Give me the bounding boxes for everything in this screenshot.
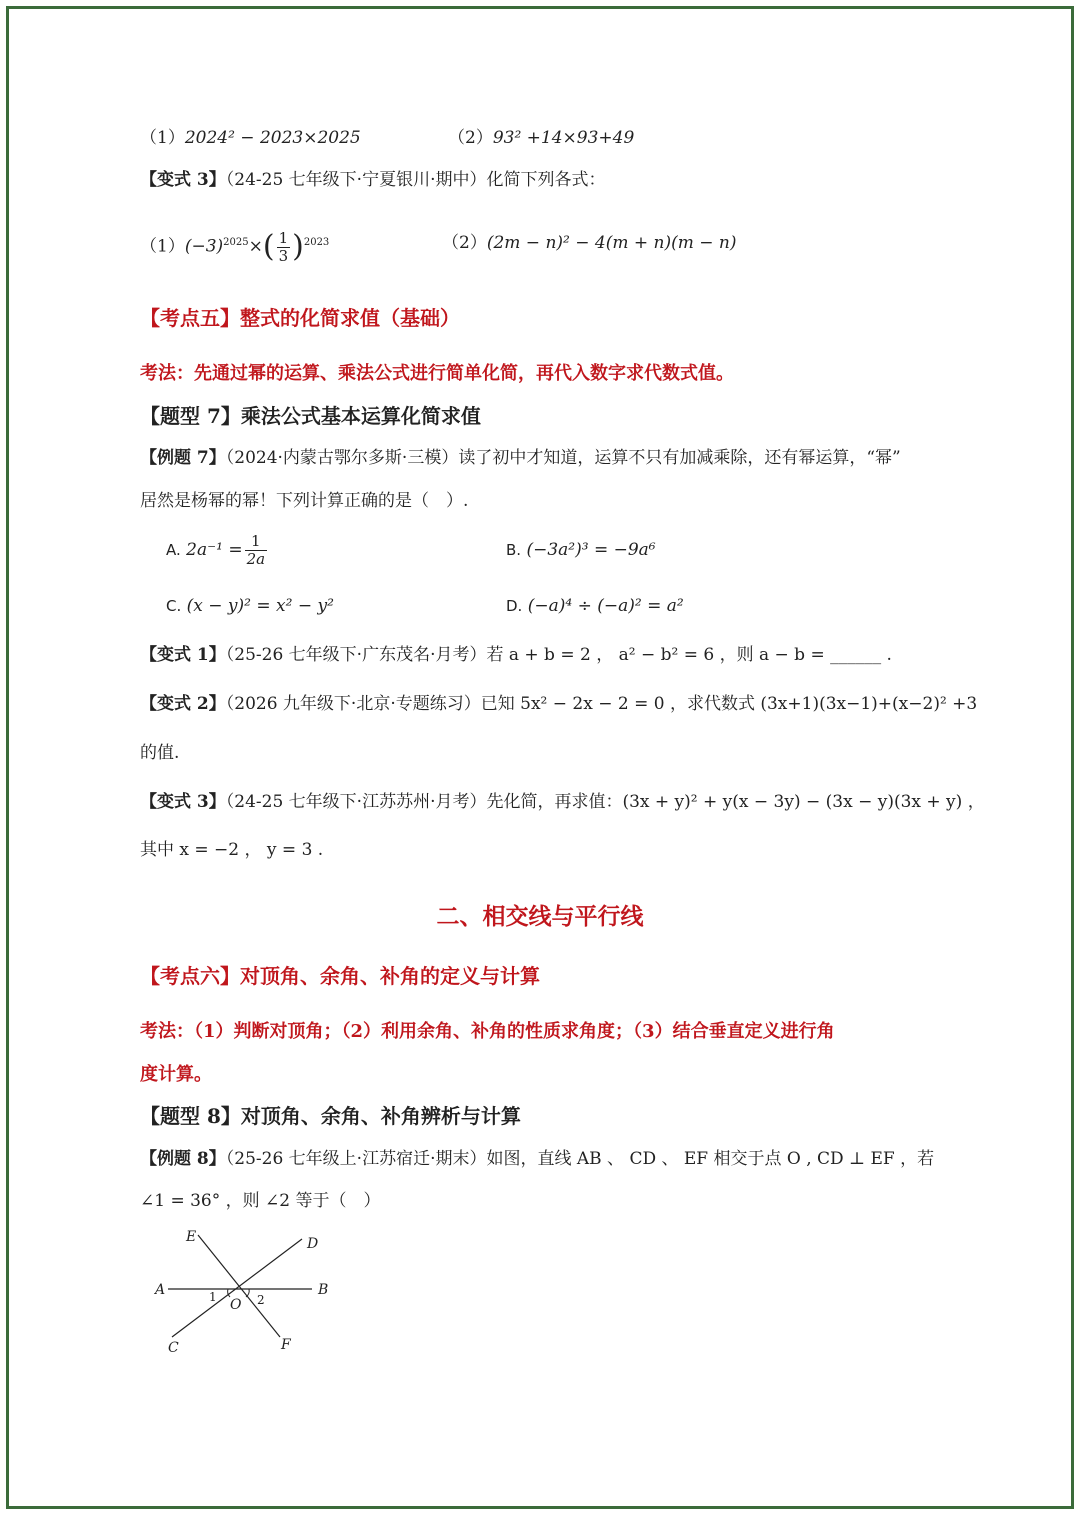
question-source: （2026 九年级下·北京·专题练习） bbox=[225, 694, 481, 714]
bianshi1 bbox=[140, 643, 892, 667]
question-tag: 【变式 3】 bbox=[140, 792, 226, 812]
bianshi3-b bbox=[140, 790, 985, 814]
bianshi2 bbox=[140, 692, 977, 716]
line-cd bbox=[172, 1239, 302, 1337]
question-text: （2024·内蒙古鄂尔多斯·三模）读了初中才知道，运算不只有加减乘除，还有幂运算，“幂” bbox=[225, 448, 901, 468]
math-expression: (x − y)² = x² − y² bbox=[186, 596, 334, 616]
question-tag: 【变式 3】 bbox=[140, 170, 226, 190]
line-ef bbox=[198, 1235, 280, 1337]
kaodian6-title: 【考点六】对顶角、余角、补角的定义与计算 bbox=[140, 964, 540, 988]
math-expression: 2024² − 2023×2025 bbox=[184, 128, 361, 148]
tixing7-title: 【题型 7】乘法公式基本运算化简求值 bbox=[140, 404, 481, 428]
kaodian5-method: 考法：先通过幂的运算、乘法公式进行简单化简，再代入数字求代数式值。 bbox=[140, 363, 734, 384]
label-o: O bbox=[230, 1297, 242, 1313]
label-angle-2: 2 bbox=[257, 1293, 265, 1307]
question-tag: 【例题 7】 bbox=[140, 448, 226, 468]
bianshi2-line2: 的值. bbox=[140, 743, 180, 763]
item-label: （2） bbox=[448, 128, 493, 148]
prev-question-row bbox=[140, 126, 635, 150]
option-label: B. bbox=[506, 541, 522, 559]
math-base: (−3) bbox=[184, 236, 224, 257]
option-label: D. bbox=[506, 597, 523, 615]
label-c: C bbox=[168, 1340, 179, 1356]
math-operator: × bbox=[248, 236, 263, 257]
tixing8-title: 【题型 8】对顶角、余角、补角辨析与计算 bbox=[140, 1104, 521, 1128]
kaodian6-method1: 考法：（1）判断对顶角；（2）利用余角、补角的性质求角度；（3）结合垂直定义进行角 bbox=[140, 1021, 835, 1042]
math-expression: (2m − n)² − 4(m + n)(m − n) bbox=[486, 233, 737, 253]
liti8-line1 bbox=[140, 1147, 934, 1171]
question-source: （24-25 七年级下·江苏苏州·月考） bbox=[225, 792, 487, 812]
option-label: C. bbox=[166, 597, 182, 615]
math-expression: (−3a²)³ = −9a⁶ bbox=[526, 540, 656, 560]
fraction: $\frac{1}{3}$ bbox=[278, 228, 289, 265]
bianshi3-a-item2 bbox=[442, 226, 736, 260]
math-exponent: 2023 bbox=[303, 237, 330, 248]
label-b: B bbox=[318, 1282, 329, 1298]
item-label: （1） bbox=[140, 236, 185, 257]
option-d[interactable] bbox=[506, 594, 684, 618]
label-angle-1: 1 bbox=[209, 1290, 217, 1304]
question-text: 已知 5x² − 2x − 2 = 0 ，求代数式 (3x+1)(3x−1)+(x−2)² +3 bbox=[480, 694, 978, 714]
question-text: 若 a + b = 2 ， a² − b² = 6 ，则 a − b = ______ . bbox=[486, 645, 892, 665]
option-c[interactable] bbox=[166, 594, 334, 618]
math-expression: 93² +14×93+49 bbox=[492, 128, 635, 148]
bianshi3-b-line2: 其中 x = −2 ， y = 3 . bbox=[140, 840, 324, 860]
option-label: A. bbox=[166, 541, 181, 559]
math-expression: (−a)⁴ ÷ (−a)² = a² bbox=[527, 596, 684, 616]
geometry-figure bbox=[150, 1225, 350, 1360]
liti8-line2: ∠1 = 36° ，则 ∠2 等于（ ） bbox=[140, 1191, 381, 1211]
math-exponent: 2025 bbox=[223, 237, 249, 248]
item-label: （1） bbox=[140, 128, 185, 148]
kaodian5-title: 【考点五】整式的化简求值（基础） bbox=[140, 306, 460, 330]
math-expression: 2a⁻¹ = bbox=[186, 540, 243, 560]
label-a: A bbox=[155, 1282, 166, 1298]
question-text: 化简下列各式： bbox=[486, 170, 606, 190]
question-source: （25-26 七年级下·广东茂名·月考） bbox=[225, 645, 487, 665]
liti7-line2: 居然是杨幂的幂！下列计算正确的是（ ）. bbox=[140, 491, 469, 511]
section-title: 二、相交线与平行线 bbox=[436, 903, 644, 930]
liti7-line1 bbox=[140, 446, 901, 470]
question-source: （24-25 七年级下·宁夏银川·期中） bbox=[225, 170, 487, 190]
option-a[interactable] bbox=[166, 530, 269, 570]
bianshi3-a-header bbox=[140, 168, 605, 192]
question-tag: 【变式 2】 bbox=[140, 694, 226, 714]
kaodian6-method2: 度计算。 bbox=[140, 1064, 212, 1085]
question-text: （25-26 七年级上·江苏宿迁·期末）如图，直线 AB 、 CD 、 EF 相交于点 O , CD ⊥ EF ，若 bbox=[225, 1149, 935, 1169]
question-tag: 【变式 1】 bbox=[140, 645, 226, 665]
question-text: 先化简，再求值：(3x + y)² + y(x − 3y) − (3x − y)(3x + y) ， bbox=[486, 792, 985, 812]
question-tag: 【例题 8】 bbox=[140, 1149, 226, 1169]
label-e: E bbox=[186, 1229, 197, 1245]
item-label: （2） bbox=[442, 233, 487, 253]
option-b[interactable] bbox=[506, 538, 656, 562]
prev-item2 bbox=[448, 126, 634, 150]
label-f: F bbox=[281, 1337, 291, 1353]
label-d: D bbox=[307, 1236, 319, 1252]
fraction: $\frac{1}{2a}$ bbox=[246, 532, 266, 568]
bianshi3-a-items: $(1)(-3)^{2025}\times$( $\frac{1}{3}$ )$^{2023}$ （2）(2m − n)² − 4(m + n)(m − n) bbox=[140, 226, 329, 265]
